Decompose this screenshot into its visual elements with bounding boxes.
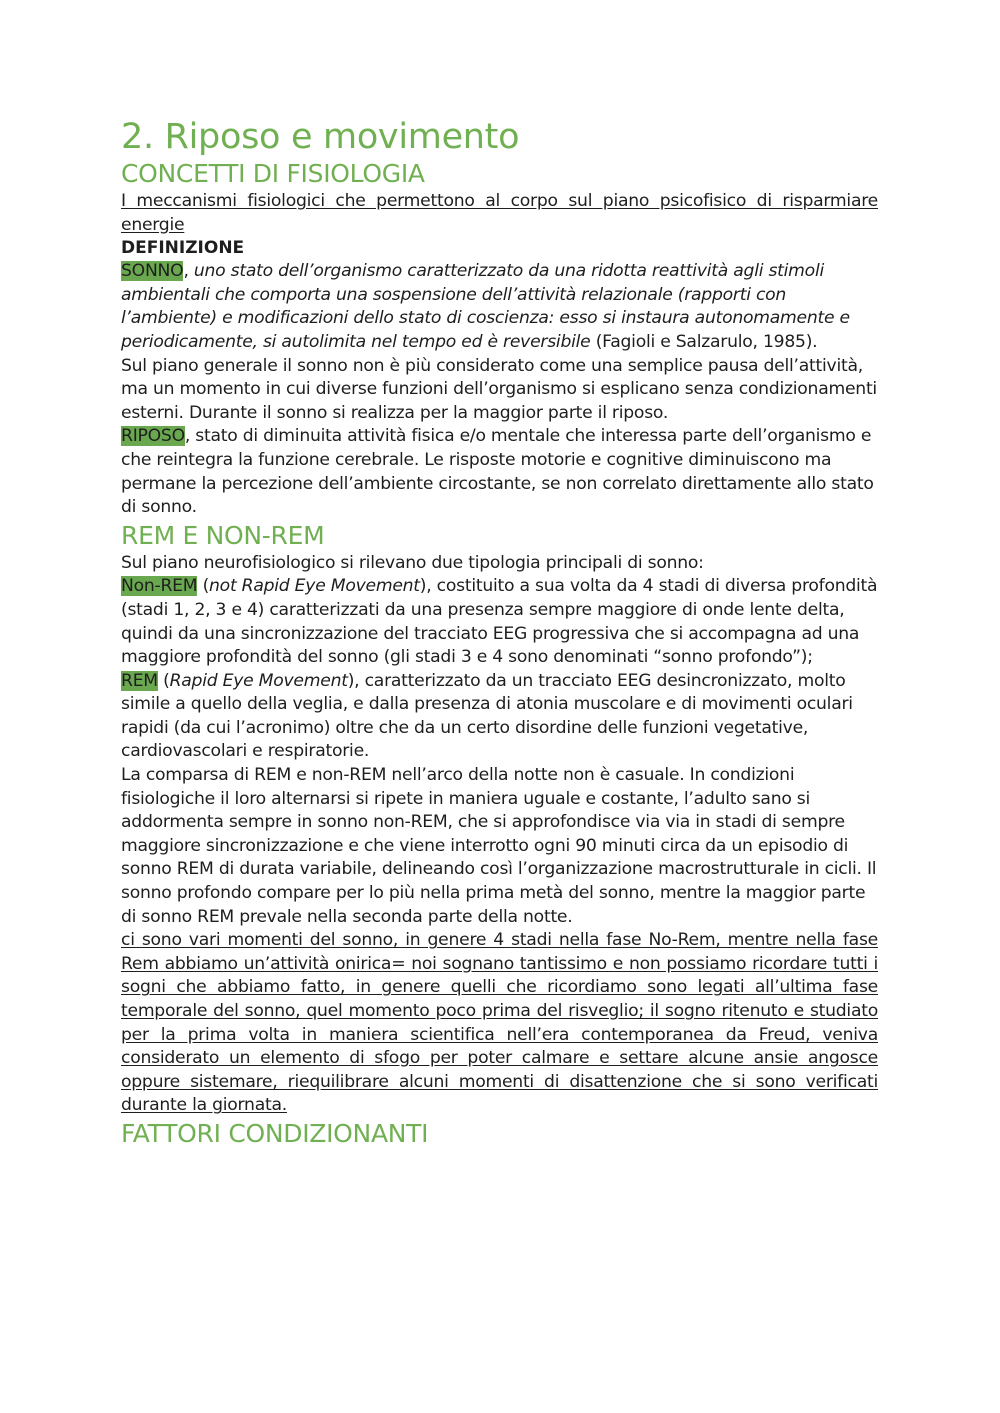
nonrem-open-paren: ( [197,576,210,597]
rem-intro: Sul piano neurofisiologico si rilevano due tipologia principali di sonno: [121,552,704,573]
general-paragraph: Sul piano generale il sonno non è più considerato come una semplice pausa dell’attività, ma un momento in cui diverse funzioni dell’organismo si esplicano senza condizionamenti esterni. Durante il sonno si realizza per la maggior parte il riposo. [121,355,877,423]
nonrem-term-highlight: Non-REM [121,576,198,597]
sonno-term-highlight: SONNO [121,261,184,282]
riposo-paragraph [121,425,878,519]
rem-term-highlight: REM [121,670,158,691]
definition-label: DEFINIZIONE [121,238,245,259]
riposo-term-highlight: RIPOSO [121,426,185,447]
section-heading-rem: REM E NON-REM [121,520,325,550]
nonrem-italic: not Rapid Eye Movement [209,576,420,597]
section-heading-fisiologia: CONCETTI DI FISIOLOGIA [121,159,425,188]
document-page [121,116,878,1150]
sonno-citation: (Fagioli e Salzarulo, 1985). [590,331,818,352]
sleep-notes-underlined: ci sono vari momenti del sonno, in genere 4 stadi nella fase No-Rem, mentre nella fase Rem abbiamo un’attività onirica= noi sognano tantissimo e non possiamo ricordare tutti i sogni che abbiamo fatto, in genere quelli che ricordiamo sono legati all’ultima fase temporale del sonno, quel momento poco prima del risveglio; il sogno ritenuto e studiato per la prima volta in maniera scientifica nell’era contemporanea da Freud, veniva considerato un elemento di sfogo per poter calmare e settare alcune ansie angosce oppure sistemare, riequilibrare alcuni momenti di disattenzione che si sono verificati durante la giornata. [121,930,878,1116]
rem-text: ), caratterizzato da un tracciato EEG desincronizzato, molto simile a quello della veglia, e dalla presenza di atonia muscolare e di movimenti oculari rapidi (da cui l’acronimo) oltre che da un certo disordine delle funzioni vegetative, cardiovascolari e respiratorie. [121,670,853,762]
intro-underlined: I meccanismi fisiologici che permettono al corpo sul piano psicofisico di risparmiare energie [121,191,878,235]
section-heading-fattori: FATTORI CONDIZIONANTI [121,1118,429,1148]
page-title: 2. Riposo e movimento [121,117,520,157]
rem-paragraph [121,670,878,764]
rem-open-paren: ( [157,670,170,691]
nonrem-paragraph [121,575,878,669]
cycle-paragraph: La comparsa di REM e non-REM nell’arco della notte non è casuale. In condizioni fisiologiche il loro alternarsi si ripete in maniera uguale e costante, l’adulto sano si addormenta sempre in sonno non-REM, che si approfondisce via via in stadi di sempre maggiore sincronizzazione e che viene interrotto ogni 90 minuti circa da un episodio di sonno REM di durata variabile, delineando così l’organizzazione macrostrutturale in cicli. Il sonno profondo compare per lo più nella prima metà del sonno, mentre la maggior parte di sonno REM prevale nella seconda parte della notte. [121,765,877,927]
riposo-text: , stato di diminuita attività fisica e/o mentale che interessa parte dell’organismo e che reintegra la funzione cerebrale. Le risposte motorie e cognitive diminuiscono ma permane la percezione dell’ambiente circostante, se non correlato direttamente allo stato di sonno. [121,426,874,518]
sonno-definition: uno stato dell’organismo caratterizzato da una ridotta reattività agli stimoli ambientali che comporta una sospensione dell’attività relazionale (rapporti con l’ambiente) e modificazioni dello stato di coscienza: esso si instaura autonomamente e periodicamente, si autolimita nel tempo ed è reversibile [121,261,850,352]
nonrem-text: ), costituito a sua volta da 4 stadi di diversa profondità (stadi 1, 2, 3 e 4) caratterizzati da una presenza sempre maggiore di onde lente delta, quindi da una sincronizzazione del tracciato EEG progressiva che si accompagna ad una maggiore profondità del sonno (gli stadi 3 e 4 sono denominati “sonno profondo”); [121,576,878,668]
sonno-comma: , [183,261,194,282]
sonno-paragraph [121,260,878,354]
rem-italic: Rapid Eye Movement [169,670,348,691]
